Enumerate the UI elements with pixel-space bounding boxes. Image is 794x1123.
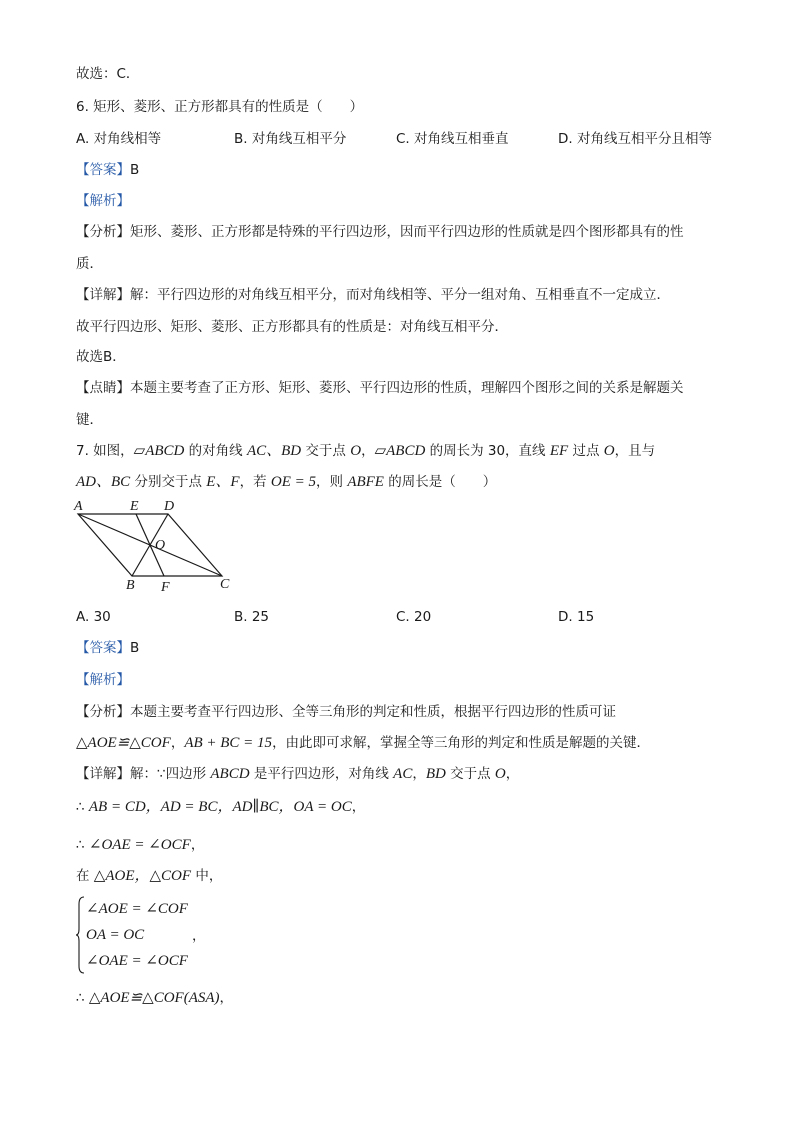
math: AB + BC = 15: [184, 735, 273, 751]
therefore: ∴: [76, 837, 89, 853]
q7-analysis-heading: [76, 670, 130, 690]
text: ，: [219, 990, 234, 1006]
equation-2: OA = OC: [86, 927, 145, 943]
dianjing-text: 本题主要考查了正方形、矩形、菱形、平行四边形的性质，理解四个图形之间的关系是解题关: [130, 380, 684, 396]
text: ，: [351, 799, 366, 815]
label-a: A: [74, 500, 83, 514]
xiangjie-text: 解：平行四边形的对角线互相平分，而对角线相等、平分一组对角、互相垂直不一定成立．: [130, 287, 670, 303]
text: 在: [76, 868, 94, 884]
math: △AOE，△COF: [93, 868, 192, 884]
stem-text: 分别交于点: [130, 474, 207, 490]
q7-option-a: A. 30: [76, 609, 111, 625]
text: ，由此即可求解，掌握全等三角形的判定和性质是解题的关键．: [272, 735, 651, 751]
label-b: B: [126, 578, 135, 593]
stem-text: ，若: [239, 474, 271, 490]
math: OE = 5: [270, 474, 317, 490]
equation-1: ∠AOE = ∠COF: [86, 901, 188, 917]
q6-xiangjie-line-1: [76, 285, 670, 305]
fenxi-text: 本题主要考查平行四边形、全等三角形的判定和性质，根据平行四边形的性质可证: [130, 704, 616, 720]
math: ABCD: [210, 766, 250, 782]
question-7-stem-line-2: [76, 472, 496, 492]
label-c: C: [220, 577, 230, 592]
q7-option-b: B. 25: [234, 609, 270, 625]
q7-xiangjie-line-5: [76, 988, 233, 1008]
math: △AOE≌△COF: [76, 735, 171, 751]
xiangjie-tag: 【详解】: [76, 287, 130, 303]
math: E、F: [206, 474, 240, 490]
q6-option-c: C. 对角线互相垂直: [396, 131, 509, 147]
text: ，: [505, 766, 520, 782]
label-f: F: [161, 580, 170, 594]
q7-option-c: C. 20: [396, 609, 432, 625]
stem-text: 7. 如图，: [76, 443, 134, 459]
q6-dianjing-line-1: [76, 378, 684, 398]
math: △AOE≌△COF: [88, 990, 184, 1006]
fenxi-text: 矩形、菱形、正方形都是特殊的平行四边形，因而平行四边形的性质就是四个图形都具有的性: [130, 224, 684, 240]
text: ，: [412, 766, 426, 782]
answer-value: B: [130, 640, 140, 656]
math: AC: [393, 766, 413, 782]
text: 解：∵四边形: [130, 766, 211, 782]
q6-analysis-heading: [76, 191, 130, 211]
q6-fenxi-line-1: [76, 222, 684, 242]
equation-3: ∠OAE = ∠OCF: [86, 953, 188, 969]
answer-value: B: [130, 162, 140, 178]
fenxi-tag: 【分析】: [76, 224, 130, 240]
text: ，: [170, 735, 185, 751]
math: ▱ABCD: [133, 443, 185, 459]
fenxi-tag: 【分析】: [76, 704, 130, 720]
stem-text: ，则: [316, 474, 348, 490]
math: ∠OAE = ∠OCF: [88, 837, 191, 853]
therefore: ∴: [76, 799, 89, 815]
math: EF: [549, 443, 569, 459]
stem-text: ，且与: [614, 443, 656, 459]
answer-tag: 【答案】: [76, 640, 130, 656]
math: AC、BD: [246, 443, 302, 459]
question-7-stem-line-1: [76, 441, 655, 461]
q7-xiangjie-line-3: [76, 835, 204, 855]
math: O: [603, 443, 615, 459]
math: ABFE: [347, 474, 384, 490]
stem-text: 交于点: [301, 443, 351, 459]
math: AB = CD，AD = BC，AD∥BC，OA = OC: [88, 799, 352, 815]
q7-answer: [76, 638, 139, 658]
label-e: E: [130, 500, 139, 514]
q7-fenxi-line-2: [76, 733, 650, 753]
stem-text: 的周长是（ ）: [383, 474, 497, 490]
brace-comma: ，: [192, 928, 206, 944]
label-o: O: [155, 538, 166, 553]
q7-xiangjie-line-4: [76, 866, 222, 886]
left-brace-icon: [76, 896, 86, 974]
math: BD: [425, 766, 446, 782]
dianjing-tag: 【点睛】: [76, 380, 130, 396]
xiangjie-tag: 【详解】: [76, 766, 130, 782]
math: AD、BC: [76, 474, 131, 490]
answer-tag: 【答案】: [76, 162, 130, 178]
q6-fenxi-line-2: 质．: [76, 256, 103, 272]
stem-text: 的周长为 30，直线: [425, 443, 550, 459]
q6-option-b: B. 对角线互相平分: [234, 131, 347, 147]
math: O: [494, 766, 506, 782]
q6-option-a: A. 对角线相等: [76, 131, 162, 147]
stem-text: ，: [361, 443, 375, 459]
parallelogram-figure: [70, 500, 240, 594]
q6-dianjing-line-2: 键．: [76, 412, 103, 428]
q7-option-d: D. 15: [558, 609, 595, 625]
equation-system: [76, 896, 276, 974]
stem-text: 过点: [568, 443, 604, 459]
q6-option-d: D. 对角线互相平分且相等: [558, 131, 712, 147]
label-d: D: [164, 500, 175, 514]
text: 是平行四边形，对角线: [249, 766, 394, 782]
q7-xiangjie-line-2: [76, 797, 365, 817]
text: 中，: [191, 868, 223, 884]
math: ▱ABCD: [374, 443, 426, 459]
math: (ASA): [183, 990, 220, 1006]
analysis-tag: 【解析】: [76, 672, 130, 688]
therefore: ∴: [76, 990, 89, 1006]
q7-fenxi-line-1: [76, 702, 616, 722]
q6-xiangjie-line-2: 故平行四边形、矩形、菱形、正方形都具有的性质是：对角线互相平分．: [76, 319, 508, 335]
q6-xiangjie-line-3: 故选B．: [76, 349, 126, 365]
analysis-tag: 【解析】: [76, 193, 130, 209]
q6-answer: [76, 160, 139, 180]
stem-text: 的对角线: [184, 443, 247, 459]
text: ，: [190, 837, 205, 853]
text-line: 故选：C．: [76, 66, 140, 82]
question-6-stem: 6. 矩形、菱形、正方形都具有的性质是（ ）: [76, 99, 364, 115]
math: O: [350, 443, 362, 459]
q7-xiangjie-line-1: [76, 764, 519, 784]
text: 交于点: [445, 766, 495, 782]
